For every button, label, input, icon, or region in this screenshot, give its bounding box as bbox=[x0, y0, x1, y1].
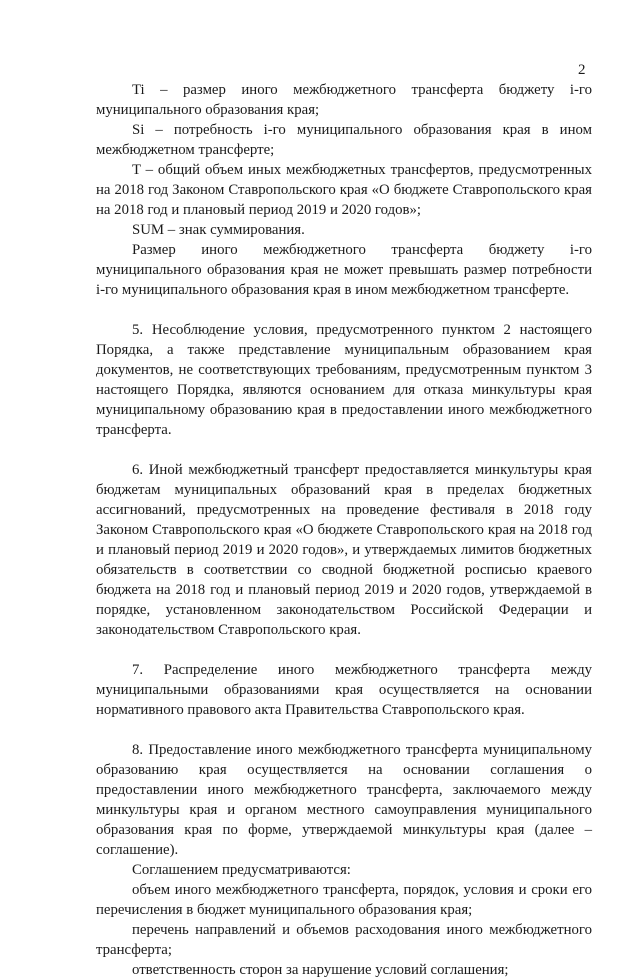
paragraph-agreement-intro: Соглашением предусматриваются: bbox=[132, 862, 351, 878]
paragraph-sum-definition: SUM – знак суммирования. bbox=[132, 222, 305, 238]
paragraph-item-6: 6. Иной межбюджетный трансферт предоставляется минкультуры края бюджетам муниципальных образований края в пределах бюджетных ассигнований, предусмотренных на проведение фестиваля в 2018 году Законом Ставропольского края «О бюджете Ставропольского края на 2018 год и плановый период 2019 и 2020 годов», и утверждаемых лимитов бюджетных обязательств в соответствии со сводной бюджетной росписью краевого бюджета на 2018 год и плановый период 2019 и 2020 годов, утверждаемой в порядке, установленном законодательством Российской Федерации и законодательством Ставропольского края. bbox=[96, 462, 592, 638]
paragraph-agreement-volume: объем иного межбюджетного трансферта, порядок, условия и сроки его перечисления в бюджет муниципального образования края; bbox=[96, 882, 592, 918]
paragraph-agreement-directions: перечень направлений и объемов расходования иного межбюджетного трансферта; bbox=[96, 922, 592, 958]
paragraph-item-8: 8. Предоставление иного межбюджетного трансферта муниципальному образованию края осуществляется на основании соглашения о предоставлении иного межбюджетного трансферта, заключаемого между минкультуры края и органом местного самоуправления муниципального образования края по форме, утверждаемой минкультуры края (далее – соглашение). bbox=[96, 742, 592, 858]
paragraph-ti-definition: Ti – размер иного межбюджетного трансферта бюджету i-го муниципального образования края; bbox=[96, 82, 592, 118]
paragraph-t-definition: T – общий объем иных межбюджетных трансфертов, предусмотренных на 2018 год Законом Ставропольского края «О бюджете Ставропольского края на 2018 год и плановый период 2019 и 2020 годов»; bbox=[96, 162, 592, 218]
page-number: 2 bbox=[578, 62, 586, 78]
document-body bbox=[96, 80, 592, 980]
paragraph-item-7: 7. Распределение иного межбюджетного трансферта между муниципальными образованиями края осуществляется на основании нормативного правового акта Правительства Ставропольского края. bbox=[96, 662, 592, 718]
paragraph-item-5: 5. Несоблюдение условия, предусмотренного пунктом 2 настоящего Порядка, а также представление муниципальным образованием края документов, не соответствующих требованиям, предусмотренным пунктом 3 настоящего Порядка, являются основанием для отказа минкультуры края муниципальному образованию края в предоставлении иного межбюджетного трансферта. bbox=[96, 322, 592, 438]
paragraph-limit-rule: Размер иного межбюджетного трансферта бюджету i-го муниципального образования края не может превышать размер потребности i-го муниципального образования края в ином межбюджетном трансферте. bbox=[96, 242, 592, 298]
paragraph-agreement-liability: ответственность сторон за нарушение условий соглашения; bbox=[132, 962, 509, 978]
paragraph-si-definition: Si – потребность i-го муниципального образования края в ином межбюджетном трансферте; bbox=[96, 122, 592, 158]
